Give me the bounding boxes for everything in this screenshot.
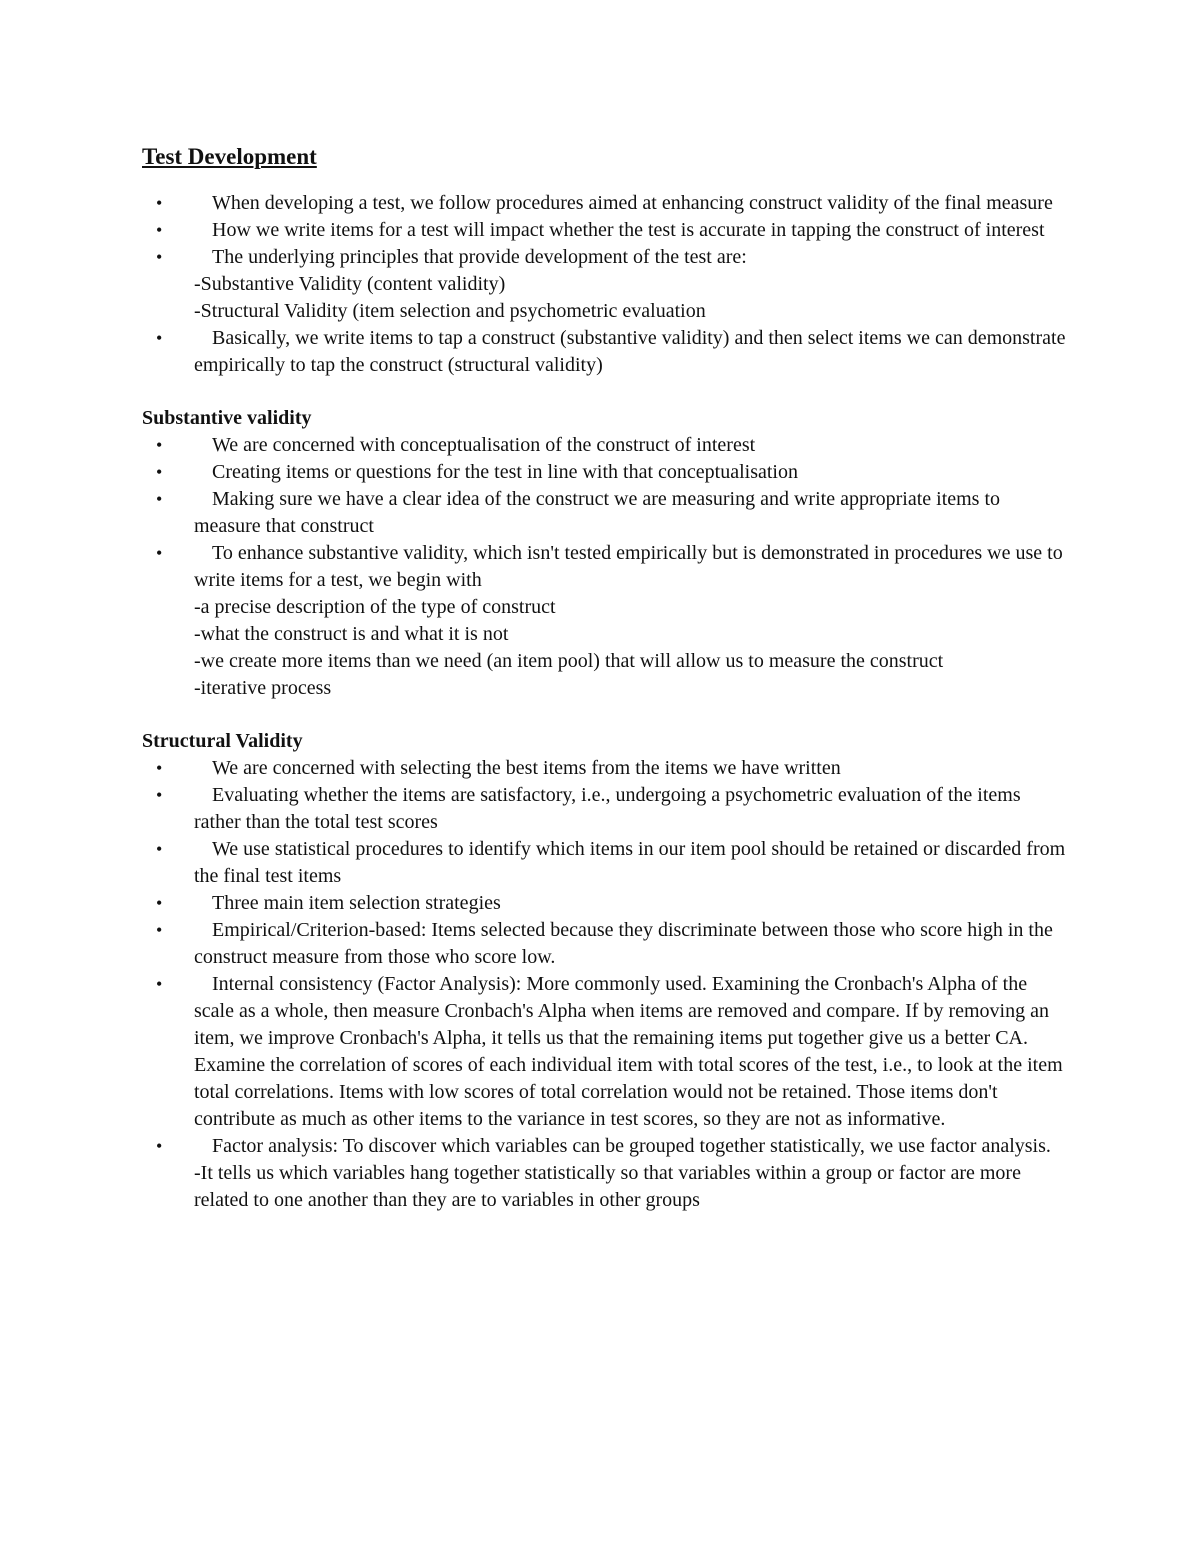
document-page: [142, 142, 1067, 1214]
bullet-icon: •: [156, 193, 163, 213]
list-item: [142, 917, 1067, 971]
list-item-text: Evaluating whether the items are satisfactory, i.e., undergoing a psychometric evaluation of the items rather than the total test scores: [194, 784, 1021, 833]
document-title: Test Development: [142, 144, 317, 169]
bullet-icon: •: [156, 785, 163, 805]
structural-validity-heading: Structural Validity: [142, 730, 303, 752]
list-item-text: To enhance substantive validity, which isn't tested empirically but is demonstrated in procedures we use to write items for a test, we begin with: [194, 542, 1063, 591]
list-item-text: How we write items for a test will impact whether the test is accurate in tapping the construct of interest: [212, 219, 1045, 241]
bullet-icon: •: [156, 328, 163, 348]
list-item-text: Factor analysis: To discover which variables can be grouped together statistically, we use factor analysis.: [212, 1135, 1051, 1157]
list-item: [142, 325, 1067, 379]
list-item-subline: Examine the correlation of scores of each individual item with total scores of the test, i.e., to look at the item total correlations. Items with low scores of total correlation would not be retained. Those items don't contribute as much as other items to the variance in test scores, so they are not as informative.: [194, 1054, 1063, 1130]
list-item-text: The underlying principles that provide development of the test are:: [212, 246, 747, 268]
list-item-subline: -Substantive Validity (content validity): [194, 273, 506, 295]
list-item: [142, 217, 1067, 244]
list-item-text: We are concerned with conceptualisation of the construct of interest: [212, 434, 756, 456]
list-item-subline: -It tells us which variables hang together statistically so that variables within a group or factor are more related to one another than they are to variables in other groups: [194, 1162, 1021, 1211]
list-item-text: When developing a test, we follow procedures aimed at enhancing construct validity of the final measure: [212, 192, 1053, 214]
list-item: [142, 486, 1067, 540]
list-item: [142, 459, 1067, 486]
substantive-validity-list: [142, 432, 1067, 702]
list-item-subline: -Structural Validity (item selection and psychometric evaluation: [194, 300, 706, 322]
bullet-icon: •: [156, 974, 163, 994]
list-item-text: Creating items or questions for the test in line with that conceptualisation: [212, 461, 798, 483]
list-item: [142, 540, 1067, 702]
intro-list: [142, 190, 1067, 379]
bullet-icon: •: [156, 435, 163, 455]
bullet-icon: •: [156, 893, 163, 913]
list-item-subline: -a precise description of the type of construct: [194, 596, 556, 618]
list-item-text: Basically, we write items to tap a construct (substantive validity) and then select items we can demonstrate empirically to tap the construct (structural validity): [194, 327, 1066, 376]
list-item: [142, 432, 1067, 459]
bullet-icon: •: [156, 1136, 163, 1156]
list-item: [142, 1133, 1067, 1214]
bullet-icon: •: [156, 758, 163, 778]
list-item-subline: -iterative process: [194, 677, 332, 699]
list-item: [142, 755, 1067, 782]
list-item: [142, 782, 1067, 836]
bullet-icon: •: [156, 462, 163, 482]
bullet-icon: •: [156, 489, 163, 509]
list-item-subline: -what the construct is and what it is not: [194, 623, 509, 645]
bullet-icon: •: [156, 220, 163, 240]
list-item: [142, 890, 1067, 917]
list-item-text: We are concerned with selecting the best items from the items we have written: [212, 757, 841, 779]
list-item: [142, 190, 1067, 217]
bullet-icon: •: [156, 543, 163, 563]
list-item-text: Internal consistency (Factor Analysis): More commonly used. Examining the Cronbach's Alpha of the scale as a whole, then measure Cronbach's Alpha when items are removed and compare. If by removing an item, we improve Cronbach's Alpha, it tells us that the remaining items put together give us a better CA.: [194, 973, 1049, 1049]
list-item-text: We use statistical procedures to identify which items in our item pool should be retained or discarded from the final test items: [194, 838, 1066, 887]
list-item: [142, 244, 1067, 325]
substantive-validity-heading: Substantive validity: [142, 407, 312, 429]
list-item: [142, 971, 1067, 1133]
bullet-icon: •: [156, 839, 163, 859]
list-item-text: Three main item selection strategies: [212, 892, 501, 914]
list-item-text: Empirical/Criterion-based: Items selected because they discriminate between those who score high in the construct measure from those who score low.: [194, 919, 1053, 968]
structural-validity-list: [142, 755, 1067, 1214]
list-item-subline: -we create more items than we need (an item pool) that will allow us to measure the construct: [194, 650, 944, 672]
list-item-text: Making sure we have a clear idea of the construct we are measuring and write appropriate items to measure that construct: [194, 488, 1001, 537]
list-item: [142, 836, 1067, 890]
bullet-icon: •: [156, 920, 163, 940]
bullet-icon: •: [156, 247, 163, 267]
